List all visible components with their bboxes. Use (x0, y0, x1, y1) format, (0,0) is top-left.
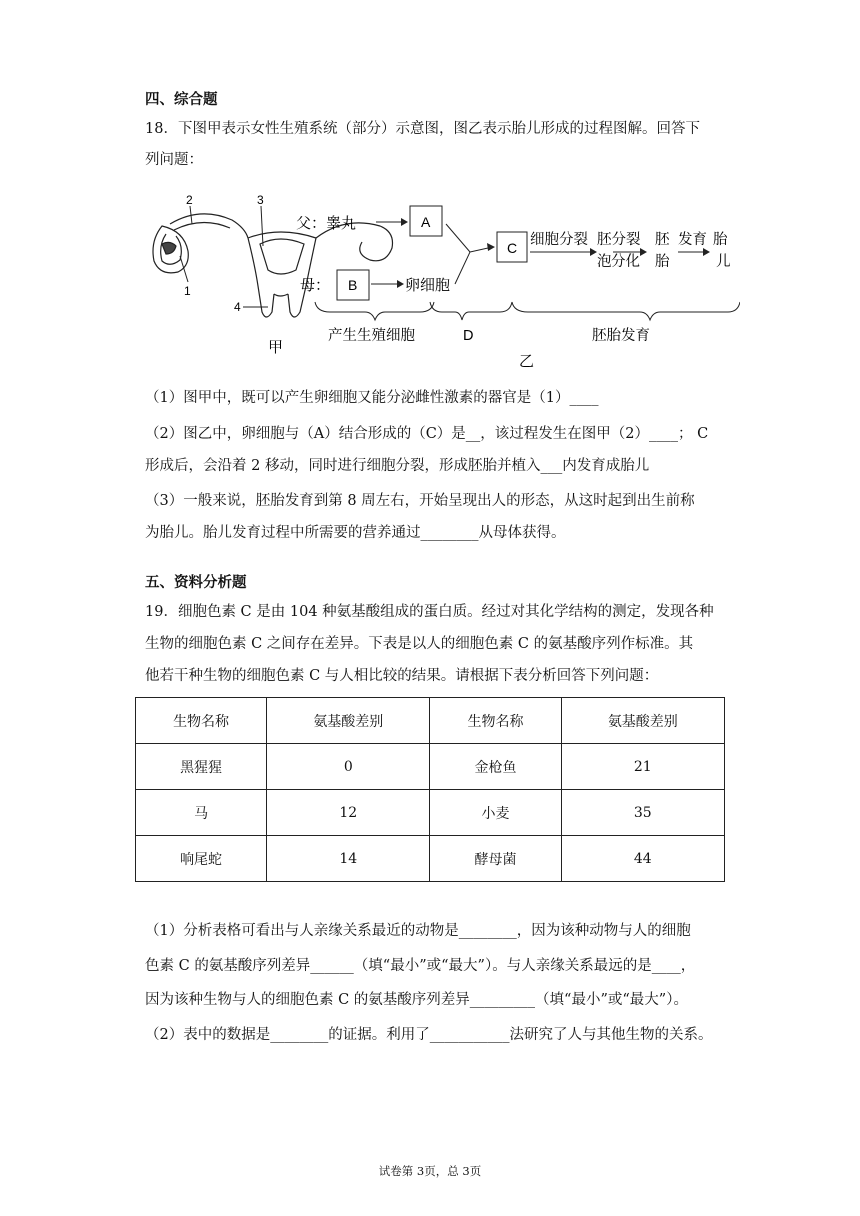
blastocyst-2: 泡 (597, 254, 612, 270)
table-row (136, 836, 725, 882)
table-cell: 小麦 (430, 790, 561, 836)
table-cell: 0 (267, 744, 430, 790)
table-cell: 黑猩猩 (136, 744, 267, 790)
section-title-4: 四、综合题 (145, 91, 218, 108)
brace-d: D (463, 328, 474, 344)
develop-label: 发育 (678, 232, 707, 248)
q19-stem-line1: 19．细胞色素 C 是由 104 种氨基酸组成的蛋白质。经过对其化学结构的测定，发现各种 (145, 604, 714, 620)
cytochrome-c-table (135, 697, 725, 882)
num-4: 4 (234, 300, 241, 314)
box-b: B (348, 277, 358, 293)
father-testis: 父：睾丸 (296, 215, 357, 232)
section-title-5: 五、资料分析题 (145, 574, 247, 591)
page-footer: 试卷第 3页，总 3页 (378, 1164, 482, 1178)
egg-cell: 卵细胞 (405, 277, 451, 294)
q19-sub2: （2）表中的数据是________的证据。利用了___________法研究了人与其他生物的关系。 (145, 1027, 713, 1043)
mother-label: 母： (300, 277, 331, 294)
table-header: 氨基酸差别 (561, 698, 724, 744)
q19-sub1-line3: 因为该种生物与人的细胞色素 C 的氨基酸序列差异_________（填“最小”或“最大”）。 (145, 992, 688, 1008)
brace-germ-cells: 产生生殖细胞 (328, 328, 415, 344)
female-reproductive-sketch (153, 214, 393, 317)
q19-stem-line3: 他若干种生物的细胞色素 C 与人相比较的结果。请根据下表分析回答下列问题： (145, 668, 659, 684)
label-jia: 甲 (268, 339, 284, 356)
table-cell: 21 (561, 744, 724, 790)
table-header: 生物名称 (430, 698, 561, 744)
q18-stem-line1: 18．下图甲表示女性生殖系统（部分）示意图，图乙表示胎儿形成的过程图解。回答下 (145, 121, 700, 137)
embryo-1: 胚 (655, 232, 670, 248)
table-cell: 14 (267, 836, 430, 882)
table-cell: 金枪鱼 (430, 744, 561, 790)
reproduction-diagram (140, 186, 740, 374)
q19-sub1-line2: 色素 C 的氨基酸序列差异______（填“最小”或“最大”）。与人亲缘关系最远的是____， (145, 958, 696, 974)
fetus-1: 胎 (713, 232, 728, 248)
num-2: 2 (186, 193, 193, 207)
q19-stem-line2: 生物的细胞色素 C 之间存在差异。下表是以人的细胞色素 C 的氨基酸序列作标准。其 (145, 636, 694, 652)
label-yi: 乙 (519, 353, 535, 370)
table-header: 氨基酸差别 (267, 698, 430, 744)
table-cell: 35 (561, 790, 724, 836)
table-cell: 44 (561, 836, 724, 882)
table-cell: 响尾蛇 (136, 836, 267, 882)
cell-division: 细胞分裂 (530, 232, 588, 248)
table-row (136, 790, 725, 836)
q18-stem-line2: 列问题： (145, 152, 203, 168)
q18-sub2-line1: （2）图乙中，卵细胞与（A）结合形成的（C）是__，该过程发生在图甲（2）____； C (145, 426, 709, 442)
brace-embryo-development: 胚胎发育 (592, 328, 650, 344)
embryo-2: 胎 (655, 254, 670, 270)
q18-sub3-line2: 为胎儿。胎儿发育过程中所需要的营养通过________从母体获得。 (145, 525, 566, 541)
q19-sub1-line1: （1）分析表格可看出与人亲缘关系最近的动物是________，因为该种动物与人的细胞 (145, 923, 691, 939)
box-c: C (507, 240, 518, 256)
differentiation: 分化 (611, 254, 640, 270)
fetus-2: 儿 (716, 254, 731, 270)
q18-sub1: （1）图甲中，既可以产生卵细胞又能分泌雌性激素的器官是（1）____ (145, 390, 599, 406)
box-a: A (421, 214, 431, 230)
table-cell: 12 (267, 790, 430, 836)
q18-sub2-line2: 形成后，会沿着 2 移动，同时进行细胞分裂，形成胚胎并植入___内发育成胎儿 (145, 458, 650, 474)
table-header-row (136, 698, 725, 744)
q18-sub3-line1: （3）一般来说，胚胎发育到第 8 周左右，开始呈现出人的形态，从这时起到出生前称 (145, 493, 695, 509)
table-cell: 酵母菌 (430, 836, 561, 882)
table-row (136, 744, 725, 790)
num-1: 1 (184, 284, 191, 298)
num-3: 3 (257, 193, 264, 207)
blastocyst-1: 胚分裂 (597, 232, 641, 248)
table-cell: 马 (136, 790, 267, 836)
table-header: 生物名称 (136, 698, 267, 744)
